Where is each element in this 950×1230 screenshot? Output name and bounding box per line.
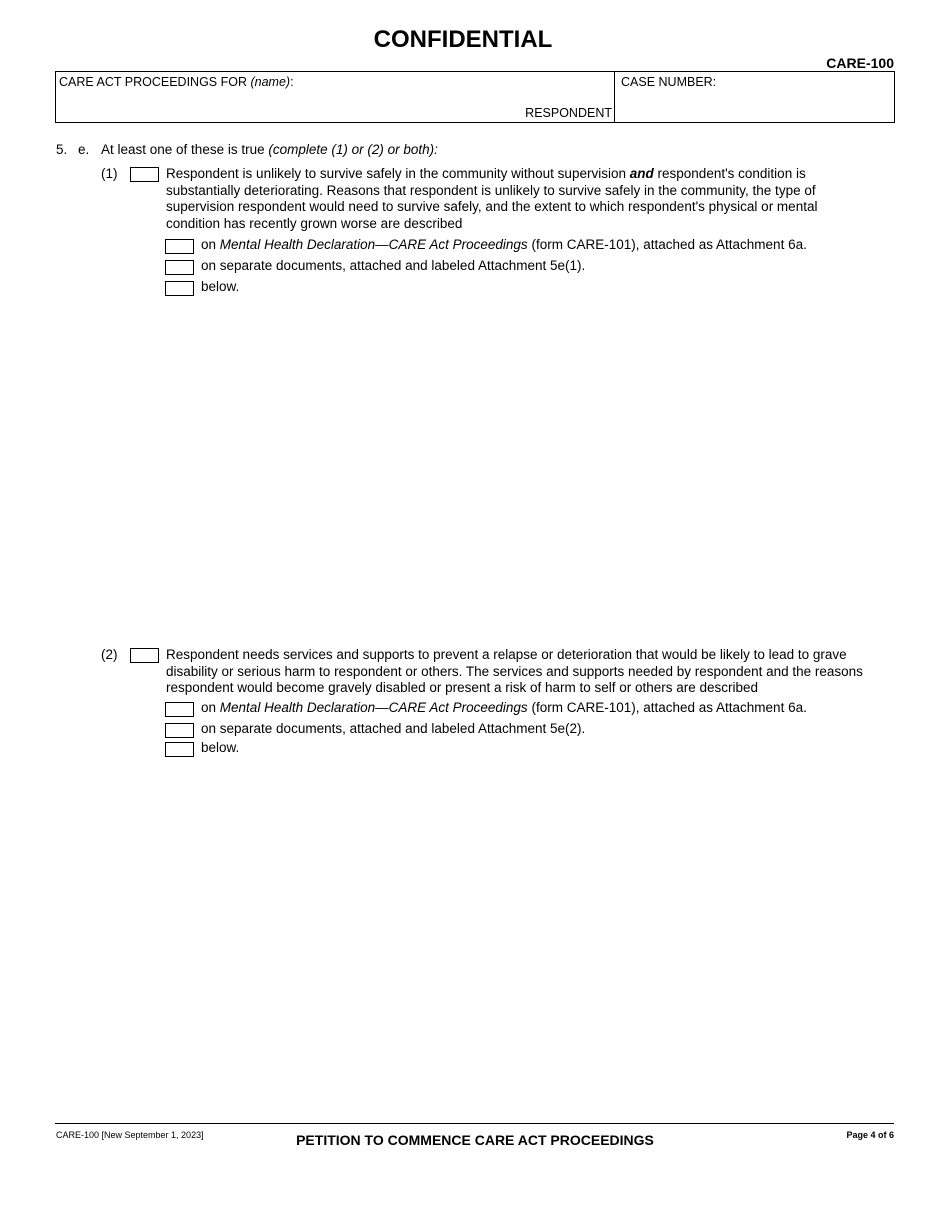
subitem-2-option-separate: on separate documents, attached and labeled Attachment 5e(2). [201,721,586,736]
subitem-2-option-separate-checkbox[interactable] [165,723,194,738]
subitem-2-line1: Respondent needs services and supports to prevent a relapse or deterioration that would be likely to lead to grave [166,647,847,662]
subitem-1-text [166,166,896,232]
subitem-1-option-separate-checkbox[interactable] [165,260,194,275]
subitem-2-checkbox[interactable] [130,648,159,663]
subitem-2-option-below-checkbox[interactable] [165,742,194,757]
subitem-1-line3: supervision respondent would need to survive safely, and the extent to which respondent's physical or mental [166,199,818,214]
caption-box [55,71,895,123]
subitem-1-line1: Respondent is unlikely to survive safely in the community without supervision and respondent's condition is [166,166,806,181]
subitem-2-line2: disability or serious harm to respondent or others. The services and supports needed by respondent and the reasons [166,663,863,679]
case-number-cell[interactable] [615,72,894,122]
subitem-1-checkbox[interactable] [130,167,159,182]
subitem-1-line2: substantially deteriorating. Reasons that respondent is unlikely to survive safely in the community, the type of [166,182,816,198]
subitem-1-response-area[interactable] [166,300,894,635]
respondent-label: RESPONDENT [525,106,612,120]
footer-divider [55,1123,894,1124]
subitem-2-option-form-checkbox[interactable] [165,702,194,717]
respondent-name-cell[interactable] [56,72,615,122]
subitem-1-option-form: on Mental Health Declaration—CARE Act Proceedings (form CARE-101), attached as Attachment 6a. [201,237,807,252]
footer-title: PETITION TO COMMENCE CARE ACT PROCEEDINGS [296,1132,654,1148]
proceedings-for-label: CARE ACT PROCEEDINGS FOR (name): [59,75,294,89]
item-5e-intro: At least one of these is true (complete (1) or (2) or both): [101,142,438,157]
subitem-2-option-below: below. [201,740,240,755]
subitem-2-option-form: on Mental Health Declaration—CARE Act Proceedings (form CARE-101), attached as Attachment 6a. [201,700,807,715]
subitem-2-response-area[interactable] [166,762,894,1112]
item-number: 5. [56,142,68,157]
subitem-1-option-form-checkbox[interactable] [165,239,194,254]
subitem-1-option-below-checkbox[interactable] [165,281,194,296]
subitem-1-option-below: below. [201,279,240,294]
subitem-1-label: (1) [101,166,118,181]
footer-revision: CARE-100 [New September 1, 2023] [56,1130,204,1140]
subitem-2-line3: respondent would become gravely disabled or present a risk of harm to self or others are described [166,680,759,695]
item-letter: e. [78,142,90,157]
subitem-2-label: (2) [101,647,118,662]
form-number: CARE-100 [826,55,894,71]
subitem-2-text [166,647,896,697]
subitem-1-line4: condition has recently grown worse are described [166,215,463,231]
subitem-1-option-separate: on separate documents, attached and labeled Attachment 5e(1). [201,258,586,273]
case-number-label: CASE NUMBER: [621,75,717,89]
footer-page: Page 4 of 6 [846,1130,894,1140]
confidential-heading: CONFIDENTIAL [373,26,553,53]
